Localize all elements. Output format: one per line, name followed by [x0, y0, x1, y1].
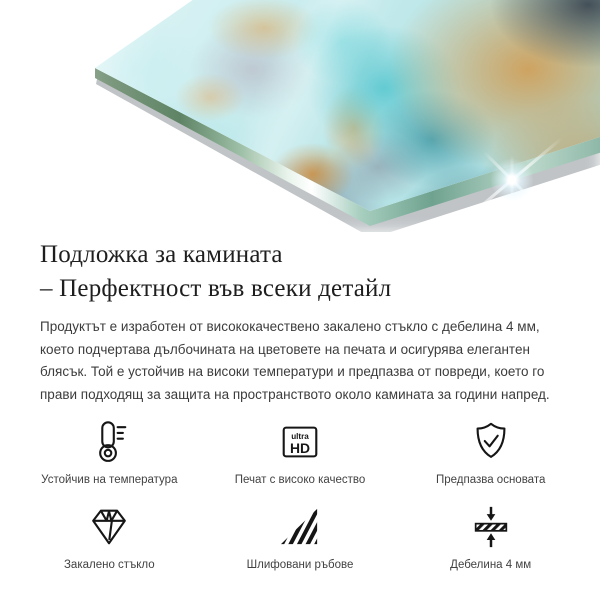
- feature-tempered-glass: [14, 503, 205, 572]
- feature-temperature: [14, 418, 205, 487]
- svg-text:HD: HD: [289, 440, 311, 457]
- product-description-section: [0, 232, 600, 572]
- feature-protects-base: [395, 418, 586, 487]
- page-title-line2: – Перфектност във всеки детайл: [40, 275, 392, 302]
- thickness-icon: [395, 503, 586, 551]
- feature-grid: [0, 418, 600, 572]
- feature-label: Устойчив на температура: [41, 474, 178, 486]
- page-title-line1: Подложка за камината: [40, 241, 283, 268]
- feature-polished-edges: [205, 503, 396, 572]
- product-image: [0, 0, 600, 232]
- feature-label: Печат с високо качество: [234, 474, 366, 486]
- polished-edges-icon: [205, 503, 396, 551]
- feature-label: Шлифовани ръбове: [246, 559, 354, 571]
- product-description-text: Продуктът е изработен от висококачествено закалено стъкло с дебелина 4 мм, което подчертава дълбочината на цветовете на печата и осигурява елегантен блясък. Той е устойчив на високи температури и предпазва от повреди, което го прави подходящ за защита на пространството около камината за години напред.: [40, 319, 550, 402]
- shield-check-icon: [395, 418, 586, 466]
- thermometer-icon: [14, 418, 205, 466]
- feature-label: Предпазва основата: [435, 474, 546, 486]
- svg-text:ultra: ultra: [291, 432, 309, 442]
- page-title: [40, 238, 560, 306]
- feature-print-quality: [205, 418, 396, 487]
- feature-label: Дебелина 4 мм: [450, 559, 532, 571]
- diamond-icon: [14, 503, 205, 551]
- feature-label: Закалено стъкло: [63, 559, 155, 571]
- ultra-hd-icon: [205, 418, 396, 466]
- feature-thickness: [395, 503, 586, 572]
